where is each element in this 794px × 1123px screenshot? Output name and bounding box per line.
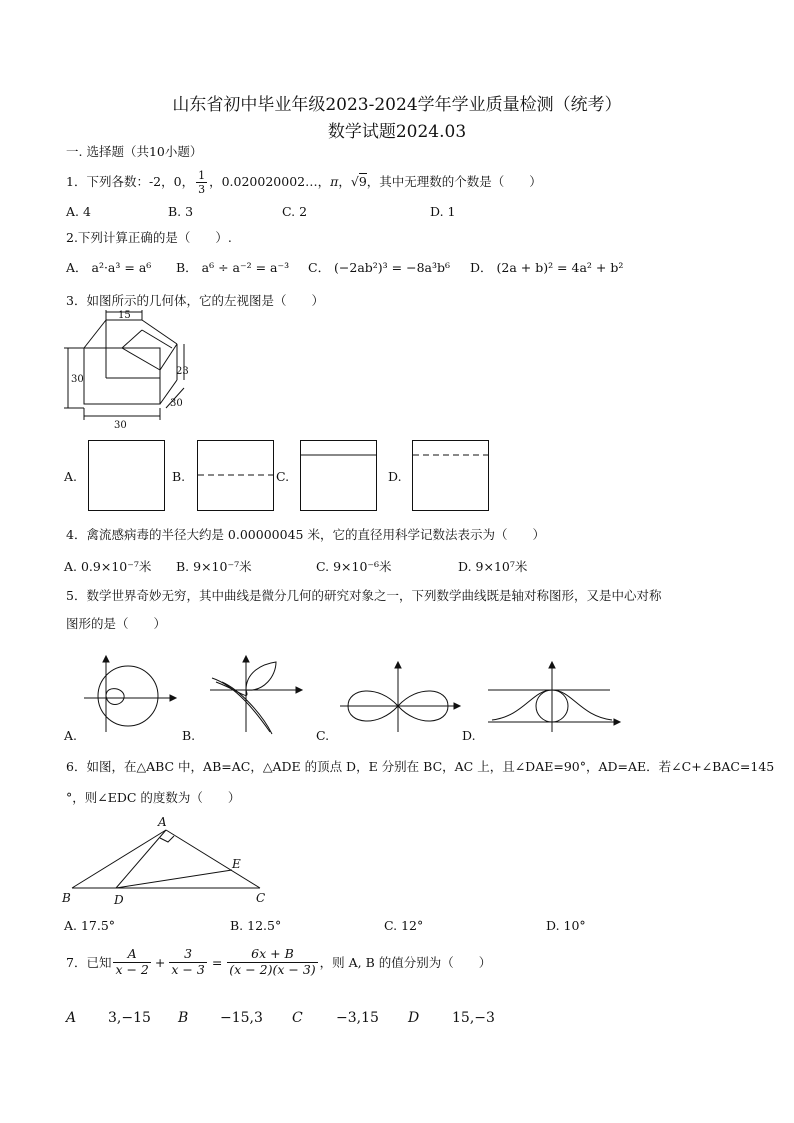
q1-stem-b: ，0.020020002…， bbox=[209, 174, 331, 189]
arrow-icon bbox=[395, 662, 401, 668]
segment-ad bbox=[116, 830, 166, 888]
dim-label: 30 bbox=[114, 420, 127, 431]
point-label: D bbox=[114, 893, 124, 907]
point-label: A bbox=[158, 815, 167, 829]
q7-option-b-letter: B bbox=[178, 1010, 189, 1026]
q7-fraction-1 bbox=[113, 948, 150, 976]
q6-option-c: C. 12° bbox=[384, 918, 424, 933]
q6-option-b: B. 12.5° bbox=[230, 918, 282, 933]
q3-option-c-figure bbox=[300, 440, 378, 512]
arrow-icon bbox=[454, 703, 460, 709]
q5-curve-d bbox=[484, 660, 624, 736]
q7-f1-den: x − 2 bbox=[115, 961, 149, 977]
q3-option-d-figure bbox=[412, 440, 490, 512]
q7-fraction-2 bbox=[169, 948, 206, 976]
point-label: B bbox=[62, 891, 71, 905]
q7-option-d-letter: D bbox=[408, 1010, 420, 1026]
q3-option-a-figure bbox=[88, 440, 166, 512]
sqrt-icon: √ bbox=[350, 174, 359, 189]
question-6-line1: 6．如图，在△ABC 中，AB=AC，△ADE 的顶点 D，E 分别在 BC，AC 上，且∠DAE=90°，AD=AE．若∠C+∠BAC=145 bbox=[66, 759, 775, 774]
arrow-icon bbox=[296, 687, 302, 693]
q7-post: ，则 A, B 的值分别为（ ） bbox=[319, 955, 492, 970]
dim-label: 30 bbox=[71, 374, 84, 385]
q7-f2-num: 3 bbox=[169, 948, 206, 963]
q1-option-d: D. 1 bbox=[430, 204, 456, 219]
right-angle-icon bbox=[160, 836, 174, 842]
q1-option-a: A. 4 bbox=[66, 204, 91, 219]
view-rect bbox=[89, 441, 165, 511]
arrow-icon bbox=[549, 662, 555, 668]
q6-option-a: A. 17.5° bbox=[64, 918, 116, 933]
question-4: 4．禽流感病毒的半径大约是 0.00000045 米，它的直径用科学记数法表示为（ ） bbox=[66, 527, 545, 542]
q1-pi: π bbox=[330, 174, 339, 189]
segment-de bbox=[116, 870, 232, 888]
question-2: 2.下列计算正确的是（ ）. bbox=[66, 230, 232, 245]
dim-label: 15 bbox=[118, 310, 131, 321]
q2-option-d: D． (2a + b)² = 4a² + b² bbox=[470, 260, 624, 275]
q1-frac-den: 3 bbox=[198, 183, 206, 196]
edge bbox=[122, 348, 160, 370]
page-title: 山东省初中毕业年级2023-2024学年学业质量检测（统考） bbox=[172, 95, 622, 115]
q2-option-a: A． a²·a³ = a⁶ bbox=[66, 260, 152, 275]
q5-label-a: A. bbox=[64, 728, 78, 743]
q2-option-c: C． (−2ab²)³ = −8a³b⁶ bbox=[308, 260, 451, 275]
question-6-line2: °，则∠EDC 的度数为（ ） bbox=[66, 790, 241, 805]
q1-sep: ， bbox=[338, 174, 351, 189]
q5-curve-b bbox=[206, 652, 306, 736]
q1-option-b: B. 3 bbox=[168, 204, 194, 219]
arrow-icon bbox=[170, 695, 176, 701]
front-face bbox=[84, 348, 160, 404]
q7-fraction-3 bbox=[227, 948, 317, 976]
segment-ab bbox=[72, 830, 166, 888]
q1-fraction bbox=[196, 170, 207, 195]
q7-eq: = bbox=[211, 954, 223, 970]
q5-label-c: C. bbox=[316, 728, 330, 743]
q7-option-c-letter: C bbox=[292, 1010, 303, 1026]
solid-figure bbox=[62, 308, 202, 432]
arrow-icon bbox=[103, 656, 109, 662]
curve bbox=[212, 678, 270, 732]
edge bbox=[84, 320, 106, 348]
q1-frac-num: 1 bbox=[198, 169, 206, 182]
dim-label: 30 bbox=[170, 398, 183, 409]
q3-option-b-figure bbox=[197, 440, 275, 512]
q7-pre: 7．已知 bbox=[66, 955, 112, 970]
q3-label-a: A. bbox=[64, 469, 78, 484]
page-subtitle: 数学试题2024.03 bbox=[327, 122, 467, 142]
curve bbox=[106, 689, 124, 705]
q4-option-c: C. 9×10⁻⁶米 bbox=[316, 559, 392, 574]
arrow-icon bbox=[243, 656, 249, 662]
q7-option-d-value: 15,−3 bbox=[452, 1010, 495, 1026]
point-label: E bbox=[232, 857, 241, 871]
view-rect bbox=[301, 441, 377, 511]
dim-label: 23 bbox=[176, 366, 189, 377]
question-5-line1: 5．数学世界奇妙无穷，其中曲线是微分几何的研究对象之一，下列数学曲线既是轴对称图形，又是中心对称 bbox=[66, 588, 662, 603]
q1-option-c: C. 2 bbox=[282, 204, 308, 219]
q1-stem-a: 1．下列各数：-2，0， bbox=[66, 174, 195, 189]
edge bbox=[122, 330, 142, 348]
q5-curve-c bbox=[338, 660, 462, 736]
question-3: 3．如图所示的几何体，它的左视图是（ ） bbox=[66, 293, 324, 308]
q5-label-b: B. bbox=[182, 728, 196, 743]
q7-f1-num: A bbox=[113, 948, 150, 963]
q3-label-b: B. bbox=[172, 469, 186, 484]
q4-option-b: B. 9×10⁻⁷米 bbox=[176, 559, 252, 574]
curve bbox=[98, 666, 158, 726]
arrow-icon bbox=[614, 719, 620, 725]
q7-option-a-value: 3,−15 bbox=[108, 1010, 151, 1026]
edge bbox=[142, 330, 172, 348]
q3-label-c: C. bbox=[276, 469, 290, 484]
section-heading: 一. 选择题（共10小题） bbox=[66, 144, 203, 159]
q1-stem-c: ，其中无理数的个数是（ ） bbox=[366, 174, 542, 189]
q2-option-b: B． a⁶ ÷ a⁻² = a⁻³ bbox=[176, 260, 290, 275]
q7-option-a-letter: A bbox=[66, 1010, 77, 1026]
question-1 bbox=[66, 170, 542, 195]
segment-ac bbox=[166, 830, 260, 888]
question-5-line2: 图形的是（ ） bbox=[66, 616, 167, 631]
edge bbox=[160, 344, 177, 370]
q7-option-b-value: −15,3 bbox=[220, 1010, 263, 1026]
q7-option-c-value: −3,15 bbox=[336, 1010, 379, 1026]
point-label: C bbox=[256, 891, 266, 905]
triangle-figure bbox=[60, 812, 280, 908]
q4-option-d: D. 9×10⁷米 bbox=[458, 559, 528, 574]
q7-f2-den: x − 3 bbox=[171, 961, 205, 977]
question-7 bbox=[66, 948, 491, 976]
view-rect bbox=[413, 441, 489, 511]
q5-curve-a bbox=[80, 652, 180, 736]
q7-f3-den: (x − 2)(x − 3) bbox=[229, 961, 316, 977]
q5-label-d: D. bbox=[462, 728, 476, 743]
q4-option-a: A. 0.9×10⁻⁷米 bbox=[64, 559, 152, 574]
q1-sqrt-value: 9 bbox=[358, 174, 367, 189]
q7-plus: + bbox=[154, 954, 166, 970]
q7-f3-num: 6x + B bbox=[227, 948, 317, 963]
q6-option-d: D. 10° bbox=[546, 918, 586, 933]
q3-label-d: D. bbox=[388, 469, 402, 484]
